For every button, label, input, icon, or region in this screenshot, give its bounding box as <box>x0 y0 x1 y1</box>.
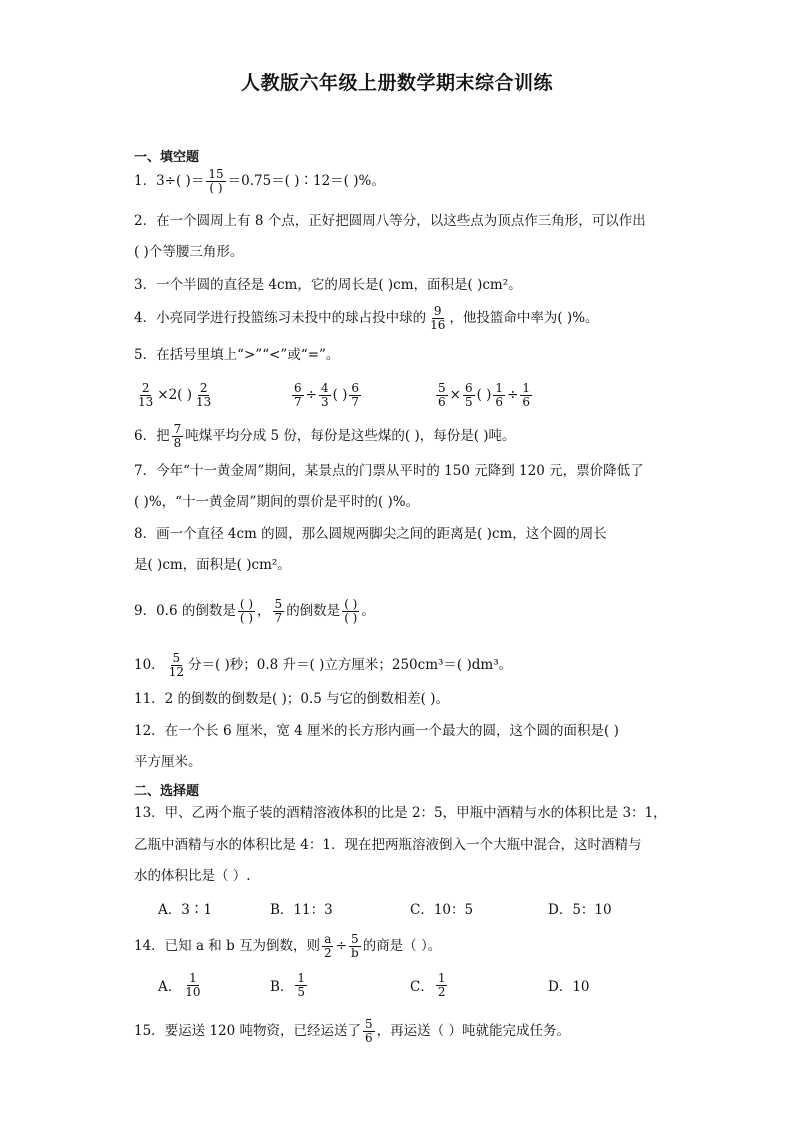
q5-item-3 <box>434 377 534 413</box>
q5-item2-operator: ÷ <box>305 387 317 403</box>
q10-fraction <box>167 652 186 679</box>
question-4 <box>134 305 599 332</box>
den: 6 <box>522 394 531 409</box>
den: 6 <box>495 394 504 409</box>
question-2-line-1: 2．在一个圆周上有 8 个点，正好把圆周八等分，以这些点为顶点作三角形，可以作出 <box>134 213 646 229</box>
q6-text-a: 6．把 <box>134 428 170 444</box>
den: 5 <box>464 394 473 409</box>
num: 1 <box>189 970 197 985</box>
question-7-line-1: 7．今年“十一黄金周”期间，某景点的门票从平时的 150 元降到 120 元，票价降低了 <box>134 463 644 479</box>
q5-item3-operator-2: ÷ <box>507 387 519 403</box>
q14-option-c[interactable] <box>410 970 449 1000</box>
den: 13 <box>138 394 154 409</box>
q10-text-b: 分＝( )秒；0.8 升＝( )立方厘米；250cm³＝( )dm³。 <box>187 657 513 673</box>
q5-item3-frac-a <box>436 382 448 409</box>
q13-option-c[interactable]: C．10：5 <box>410 902 474 918</box>
q4-numerator: 9 <box>433 304 442 318</box>
q4-fraction <box>428 305 447 332</box>
den: 5 <box>297 984 306 999</box>
question-8-line-1: 8．画一个直径 4cm 的圆，那么圆规两脚尖之间的距离是( )cm，这个圆的周长 <box>134 526 607 542</box>
question-9 <box>134 598 375 625</box>
question-5: 5．在括号里填上“>”“<”或“=”。 <box>134 347 340 363</box>
q9-text-c: 的倒数是 <box>286 603 341 619</box>
q14-option-a-label: A． <box>158 979 182 995</box>
num: a <box>324 932 332 946</box>
question-10 <box>134 652 512 679</box>
question-11: 11．2 的倒数的倒数是( )；0.5 与它的倒数相差( )。 <box>134 691 449 707</box>
num: 1 <box>522 380 531 395</box>
q5-item2-frac-b <box>319 382 331 409</box>
den: 10 <box>185 984 201 999</box>
q14-fraction-b <box>349 933 361 960</box>
q14-option-b[interactable] <box>270 970 309 1000</box>
den: 2 <box>324 946 332 960</box>
den: 7 <box>351 394 360 409</box>
q9-text-a: 9．0.6 的倒数是 <box>134 603 236 619</box>
q1-fraction <box>206 168 225 195</box>
q4-text-a: 4．小亮同学进行投篮练习未投中的球占投中球的 <box>134 310 427 326</box>
question-3: 3．一个半圆的直径是 4cm，它的周长是( )cm，面积是( )cm²。 <box>134 277 522 293</box>
q1-numerator: 15 <box>208 167 224 181</box>
den: 2 <box>437 984 446 999</box>
q14-operator: ÷ <box>335 938 347 954</box>
q9-fraction-1 <box>238 598 255 625</box>
q14-option-b-label: B． <box>270 979 294 995</box>
den: 8 <box>173 436 182 450</box>
question-1 <box>134 168 385 195</box>
q14-option-a-fraction <box>183 972 202 999</box>
question-2-line-2: ( )个等腰三角形。 <box>134 244 244 260</box>
q9-text-d: 。 <box>361 603 375 619</box>
q5-item-2 <box>290 377 363 413</box>
num: 2 <box>141 380 150 395</box>
q15-text-a: 15．要运送 120 吨物资，已经运送了 <box>134 1023 362 1039</box>
den: 13 <box>196 394 212 409</box>
question-7-line-2: ( )%，“十一黄金周”期间的票价是平时的( )%。 <box>134 494 420 510</box>
q5-item3-operator: × <box>449 387 461 403</box>
question-15 <box>134 1018 570 1045</box>
q14-option-c-label: C． <box>410 979 434 995</box>
num: 7 <box>173 422 182 436</box>
q5-item1-frac-b <box>194 382 213 409</box>
q13-option-a[interactable]: A．3∶1 <box>158 902 212 918</box>
question-13-line-2: 乙瓶中酒精与水的体积比是 4：1．现在把两瓶溶液倒入一个大瓶中混合，这时酒精与 <box>134 837 642 853</box>
q5-item1-frac-a <box>136 382 155 409</box>
question-12-line-1: 12．在一个长 6 厘米，宽 4 厘米的长方形内画一个最大的圆，这个圆的面积是( ) <box>134 723 619 739</box>
q5-item2-frac-c <box>349 382 361 409</box>
question-13-line-3: 水的体积比是（ ）. <box>134 868 251 884</box>
q15-text-b: ，再运送（ ）吨就能完成任务。 <box>376 1023 570 1039</box>
question-14 <box>134 933 441 960</box>
q14-option-a[interactable] <box>158 970 205 1000</box>
q10-text-a: 10． <box>134 657 165 673</box>
den: 7 <box>294 394 302 409</box>
den: 6 <box>438 394 446 409</box>
q15-fraction <box>363 1018 375 1045</box>
num: ( ) <box>239 597 254 611</box>
num: 5 <box>274 597 283 611</box>
q6-fraction <box>172 423 184 450</box>
q14-option-d[interactable]: D．10 <box>548 979 590 995</box>
q5-item1-blank: ×2( ) <box>157 387 193 403</box>
den: b <box>351 946 359 960</box>
section-choice-heading: 二、选择题 <box>134 784 200 799</box>
q1-denominator: ( ) <box>209 181 223 195</box>
den: 12 <box>168 665 184 679</box>
num: 6 <box>351 380 360 395</box>
question-8-line-2: 是( )cm，面积是( )cm²。 <box>134 557 291 573</box>
q4-text-b: ，他投篮命中率为( )%。 <box>449 310 599 326</box>
q9-text-b: ， <box>257 603 271 619</box>
den: 6 <box>365 1031 373 1045</box>
page-title: 人教版六年级上册数学期末综合训练 <box>240 72 553 94</box>
q14-text-a: 14．已知 a 和 b 互为倒数，则 <box>134 938 321 954</box>
den: 7 <box>274 611 283 625</box>
num: ( ) <box>344 597 358 611</box>
den: ( ) <box>344 611 358 625</box>
den: ( ) <box>239 611 254 625</box>
num: 5 <box>351 932 359 946</box>
q13-option-d[interactable]: D．5：10 <box>548 902 612 918</box>
q5-item3-frac-c <box>493 382 505 409</box>
num: 5 <box>365 1017 373 1031</box>
q5-item3-blank: ( ) <box>476 387 492 403</box>
q5-item2-frac-a <box>292 382 304 409</box>
q5-comparisons <box>134 377 614 413</box>
q9-fraction-3 <box>342 598 359 625</box>
num: 2 <box>199 380 208 395</box>
q6-text-b: 吨煤平均分成 5 份，每份是这些煤的( )，每份是( )吨。 <box>185 428 516 444</box>
q14-text-b: 的商是（ ）。 <box>362 938 442 954</box>
num: 1 <box>297 970 306 985</box>
q14-option-c-fraction <box>436 972 448 999</box>
q1-text-a: 1．3÷( )＝ <box>134 173 205 189</box>
q1-text-b: ＝0.75＝( )∶12＝( )%。 <box>227 173 385 189</box>
num: 5 <box>438 380 446 395</box>
q14-fraction-a <box>322 933 334 960</box>
q5-item3-frac-b <box>463 382 475 409</box>
q4-denominator: 16 <box>430 318 446 332</box>
num: 1 <box>437 970 446 985</box>
section-fill-heading: 一、填空题 <box>134 150 200 165</box>
num: 6 <box>294 380 302 395</box>
num: 1 <box>495 380 504 395</box>
question-12-line-2: 平方厘米。 <box>134 754 202 770</box>
q9-fraction-2 <box>273 598 285 625</box>
q5-item3-frac-d <box>520 382 532 409</box>
question-13-line-1: 13．甲、乙两个瓶子装的酒精溶液体积的比是 2：5，甲瓶中酒精与水的体积比是 3：1， <box>134 805 667 821</box>
q5-item-1 <box>134 377 215 413</box>
num: 5 <box>172 651 181 665</box>
num: 4 <box>320 380 329 395</box>
q14-option-b-fraction <box>295 972 307 999</box>
q5-item2-blank: ( ) <box>332 387 348 403</box>
q13-option-b[interactable]: B．11：3 <box>270 902 333 918</box>
den: 3 <box>320 394 329 409</box>
num: 6 <box>464 380 473 395</box>
question-6 <box>134 423 516 450</box>
